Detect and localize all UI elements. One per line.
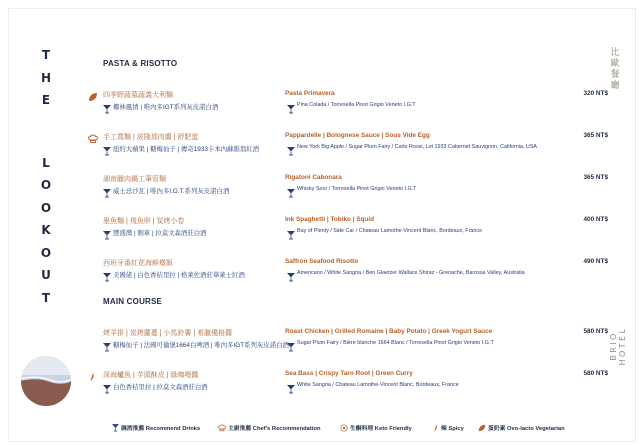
drink-pairing-cn: 椰林風情 | 唯內多IGT系列灰皮諾白酒 bbox=[113, 104, 219, 111]
keto-icon bbox=[340, 424, 348, 432]
cocktail-glass-icon bbox=[103, 381, 111, 390]
legend-bar bbox=[0, 421, 640, 435]
drink-pairing-en: New York Big Apple / Sugar Plum Fairy / Carlo Rossi, Lot 1933 Cabernet Sauvignon, California, USA bbox=[297, 144, 538, 150]
menu-item bbox=[88, 90, 608, 122]
drink-pairing-cn: 紐約大蘋果 | 糖梅仙子 | 傳奇1933卡本內蘇維翁紅酒 bbox=[113, 146, 260, 153]
legend-drinks: 調酒推薦 Recommend Drinks bbox=[112, 423, 200, 432]
brand-letter: O bbox=[40, 245, 52, 260]
cocktail-glass-icon bbox=[112, 424, 119, 432]
leaf-icon bbox=[88, 89, 98, 99]
menu-item bbox=[88, 370, 608, 402]
brand-vertical-title bbox=[38, 44, 54, 309]
menu-item bbox=[88, 258, 608, 290]
price: 320 NT$ bbox=[583, 90, 608, 97]
cocktail-glass-icon bbox=[287, 227, 295, 236]
cocktail-glass-icon bbox=[103, 185, 111, 194]
dish-name-en: Sea Bass | Crispy Taro Root | Green Curry bbox=[285, 370, 413, 377]
dish-name-en: Saffron Seafood Risotto bbox=[285, 258, 359, 265]
drink-pairing-en: White Sangria / Chateau Lamothe-Vincent Blanc, Bordeaux, France bbox=[297, 382, 459, 388]
drink-pairing-en: Bay of Plenty / Side Car / Chateau Lamothe-Vincent Blanc, Bordeaux, France bbox=[297, 228, 483, 234]
menu-item bbox=[88, 174, 608, 206]
drink-pairing-cn: 威士忌沙瓦 | 唯內多I.G.T.系列灰皮諾白酒 bbox=[113, 188, 230, 195]
cocktail-glass-icon bbox=[103, 143, 111, 152]
dish-name-en: Roast Chicken | Grilled Romaine | Baby Potato | Greek Yogurt Sauce bbox=[285, 328, 493, 335]
price: 580 NT$ bbox=[583, 328, 608, 335]
cocktail-glass-icon bbox=[287, 269, 295, 278]
dish-name-cn: 手工寬麵 | 波隆那肉醬 | 舒肥蛋 bbox=[103, 134, 199, 141]
section-title: MAIN COURSE bbox=[103, 297, 163, 306]
menu-item bbox=[88, 132, 608, 164]
chef-hat-icon bbox=[218, 424, 226, 432]
brand-letter: U bbox=[41, 268, 51, 282]
restaurant-cn-char: 歐 bbox=[610, 59, 620, 69]
dish-name-en: Ink Spaghetti | Tobiko | Squid bbox=[285, 216, 375, 223]
price: 580 NT$ bbox=[583, 370, 608, 377]
brand-letter: O bbox=[40, 178, 52, 192]
cocktail-glass-icon bbox=[103, 339, 111, 348]
legend-chef: 主廚推薦 Chef's Recommendation bbox=[218, 423, 321, 432]
dish-name-cn: 湖南臘肉鍋工筆管麵 bbox=[103, 176, 166, 183]
price: 400 NT$ bbox=[583, 216, 608, 223]
brand-letter: T bbox=[41, 48, 51, 62]
legend-vegetarian: 蛋奶素 Ovo-lacto Vegetarian bbox=[478, 423, 565, 432]
dish-name-en: Rigatoni Cabonara bbox=[285, 174, 342, 181]
brand-letter: L bbox=[42, 155, 50, 170]
restaurant-cn-char: 比 bbox=[610, 48, 620, 58]
restaurant-cn-char: 廳 bbox=[610, 81, 620, 91]
price: 490 NT$ bbox=[583, 258, 608, 265]
dish-name-cn: 墨魚麵 | 飛魚卵 | 炭烤小卷 bbox=[103, 218, 185, 225]
cocktail-glass-icon bbox=[287, 381, 295, 390]
price: 365 NT$ bbox=[583, 132, 608, 139]
dish-name-cn: 西班牙番紅花海鮮燉飯 bbox=[103, 260, 173, 267]
cocktail-glass-icon bbox=[287, 101, 295, 110]
menu-item bbox=[88, 328, 608, 360]
restaurant-cn-char: 餐 bbox=[610, 70, 620, 80]
cocktail-glass-icon bbox=[103, 101, 111, 110]
leaf-icon bbox=[478, 424, 486, 432]
cocktail-glass-icon bbox=[103, 227, 111, 236]
cocktail-glass-icon bbox=[287, 185, 295, 194]
chili-icon bbox=[432, 424, 439, 432]
brand-letter: K bbox=[41, 223, 51, 237]
drink-pairing-cn: 豐盛灣 | 側車 | 拉莫文森酒莊白酒 bbox=[113, 230, 207, 237]
logo-circle-icon bbox=[20, 355, 72, 407]
brand-letter: E bbox=[41, 93, 51, 107]
dish-name-cn: 四季野蔬慕蔬義大利麵 bbox=[103, 92, 173, 99]
drink-pairing-en: Pina Colada / Torresella Pinot Grigio Veneto I.G.T bbox=[297, 102, 416, 108]
dish-name-cn: 深海鱸魚 | 芋頭酥皮 | 綠咖哩醬 bbox=[103, 372, 199, 379]
dish-name-cn: 烤羊排 | 炭烤蘿蔓 | 小馬鈴薯 | 希臘優格醬 bbox=[103, 330, 233, 337]
drink-pairing-cn: 白色香桔里拉 | 拉莫文森酒莊白酒 bbox=[113, 384, 208, 391]
dish-name-en: Pasta Primavera bbox=[285, 90, 335, 97]
legend-keto: 生酮料理 Keto Friendly bbox=[340, 423, 412, 432]
drink-pairing-cn: 美國佬 | 白色香桔里拉 | 格萊佐酒莊華萊士紅酒 bbox=[113, 272, 245, 279]
drink-pairing-en: Sugar Plum Fairy / Bière blanche 1664 Blanc / Torresella Pinot Grigio Veneto I.G.T bbox=[297, 340, 494, 346]
drink-pairing-en: Whisky Sour / Torresella Pinot Grigio Veneto I.G.T bbox=[297, 186, 417, 192]
dish-name-en: Pappardelle | Bolognese Sauce | Sous Vide Egg bbox=[285, 132, 430, 139]
legend-spicy: 辣 Spicy bbox=[432, 423, 464, 432]
cocktail-glass-icon bbox=[287, 143, 295, 152]
cocktail-glass-icon bbox=[103, 269, 111, 278]
section-title: PASTA & RISOTTO bbox=[103, 59, 178, 68]
menu-item bbox=[88, 216, 608, 248]
chili-icon bbox=[88, 369, 98, 379]
restaurant-cn-name bbox=[608, 48, 622, 92]
chef-hat-icon bbox=[88, 131, 98, 141]
drink-pairing-cn: 糖梅仙子 | 法國可倫堡1664白啤酒 | 唯內多IGT系列灰皮諾白酒 bbox=[113, 342, 289, 349]
brand-letter: H bbox=[40, 70, 52, 85]
hotel-name: BRIO HOTEL bbox=[609, 326, 627, 366]
drink-pairing-en: Americano / White Sangria / Ben Glaetzer Wallace Shiraz - Grenache, Barossa Valley, Australia bbox=[297, 270, 525, 276]
brand-letter: O bbox=[40, 200, 52, 215]
price: 365 NT$ bbox=[583, 174, 608, 181]
brand-letter: T bbox=[41, 290, 51, 305]
cocktail-glass-icon bbox=[287, 339, 295, 348]
